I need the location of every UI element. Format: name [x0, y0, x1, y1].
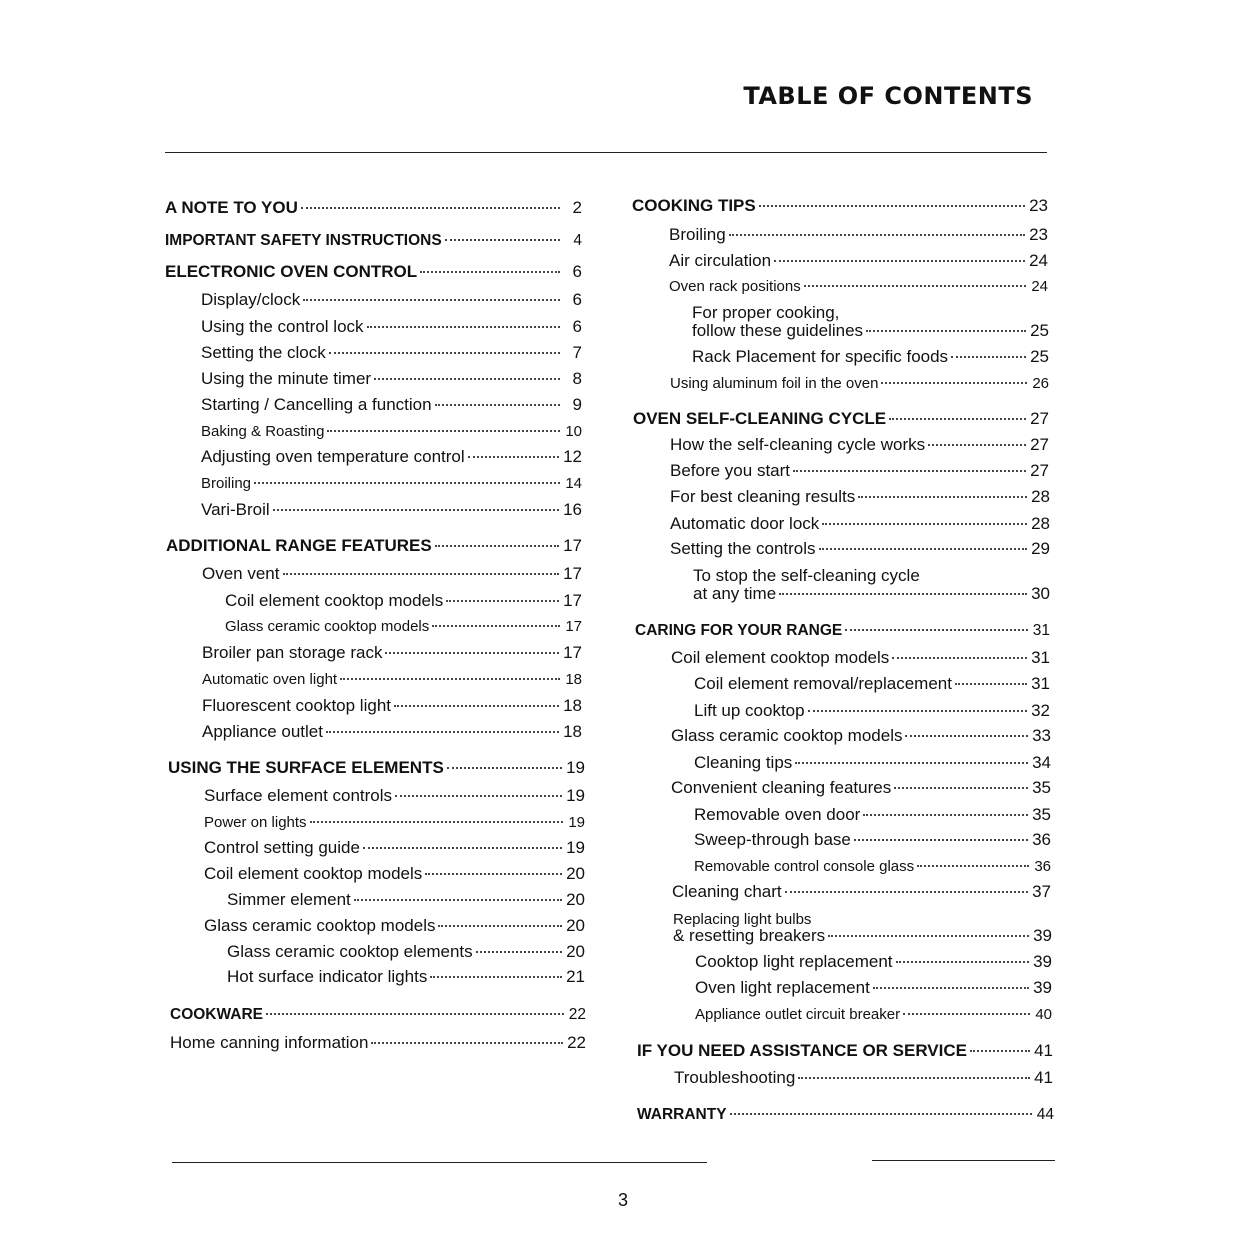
- toc-leader-dots: [894, 787, 1028, 789]
- toc-entry[interactable]: [202, 642, 582, 664]
- toc-leader-dots: [254, 482, 560, 484]
- toc-entry-page: 18: [563, 696, 582, 715]
- toc-entry[interactable]: [670, 373, 1049, 395]
- toc-entry[interactable]: [669, 250, 1048, 272]
- toc-section-entry[interactable]: [637, 1040, 1053, 1062]
- toc-entry[interactable]: [201, 342, 582, 364]
- toc-entry-label: Setting the clock: [201, 343, 326, 362]
- toc-entry-page: 39: [1033, 978, 1052, 997]
- toc-entry[interactable]: [670, 486, 1050, 508]
- toc-leader-dots: [917, 865, 1029, 867]
- toc-section-entry[interactable]: [165, 261, 582, 283]
- toc-leader-dots: [729, 234, 1025, 236]
- toc-section-entry[interactable]: [633, 408, 1049, 430]
- toc-entry[interactable]: [225, 616, 582, 638]
- toc-leader-dots: [326, 731, 559, 733]
- toc-entry-label: Home canning information: [170, 1033, 369, 1052]
- toc-leader-dots: [329, 352, 560, 354]
- page-number: 3: [617, 1190, 628, 1210]
- toc-entry-label: CARING FOR YOUR RANGE: [635, 622, 843, 639]
- toc-entry[interactable]: [202, 563, 582, 585]
- toc-leader-dots: [779, 593, 1027, 595]
- toc-leader-dots: [266, 1013, 564, 1015]
- toc-entry-page: 18: [565, 671, 582, 688]
- toc-entry-label: Cleaning chart: [672, 882, 782, 901]
- toc-entry-page: 20: [566, 890, 585, 909]
- toc-entry-label: Automatic oven light: [202, 671, 338, 688]
- toc-leader-dots: [430, 976, 562, 978]
- toc-leader-dots: [928, 444, 1026, 446]
- toc-entry-page: 29: [1031, 539, 1050, 558]
- toc-entry-page: 17: [563, 591, 582, 610]
- toc-entry-page: 17: [563, 643, 582, 662]
- toc-entry-page: 6: [572, 290, 582, 309]
- toc-entry-page: 17: [563, 564, 582, 583]
- toc-entry-label: Coil element removal/replacement: [694, 674, 952, 693]
- toc-entry-label: WARRANTY: [637, 1106, 727, 1123]
- toc-entry[interactable]: [669, 276, 1048, 298]
- toc-leader-dots: [327, 430, 560, 432]
- toc-entry-page: 34: [1032, 753, 1051, 772]
- toc-entry[interactable]: [201, 394, 582, 416]
- toc-leader-dots: [845, 629, 1028, 631]
- toc-entry[interactable]: [670, 513, 1050, 535]
- toc-entry[interactable]: [201, 316, 582, 338]
- toc-leader-dots: [863, 814, 1028, 816]
- toc-leader-dots: [283, 573, 560, 575]
- toc-entry-page: 31: [1031, 648, 1050, 667]
- toc-section-entry[interactable]: [637, 1104, 1054, 1126]
- toc-entry-label: Vari-Broil: [201, 500, 270, 519]
- toc-entry-page: 36: [1034, 858, 1051, 875]
- toc-entry[interactable]: [670, 460, 1049, 482]
- toc-entry-page: 31: [1032, 622, 1050, 639]
- toc-leader-dots: [785, 891, 1028, 893]
- toc-entry-label: Coil element cooktop models: [671, 648, 890, 667]
- toc-entry-page: 19: [566, 838, 585, 857]
- toc-entry-page: 14: [565, 475, 582, 492]
- toc-leader-dots: [435, 404, 560, 406]
- toc-entry[interactable]: [694, 829, 1051, 851]
- toc-entry-label: ADDITIONAL RANGE FEATURES: [166, 536, 432, 555]
- toc-entry-page: 28: [1031, 487, 1050, 506]
- toc-entry-label: Oven vent: [202, 564, 280, 583]
- toc-leader-dots: [363, 847, 562, 849]
- toc-leader-dots: [354, 899, 562, 901]
- toc-entry[interactable]: [201, 289, 582, 311]
- toc-entry-page: 7: [572, 343, 582, 362]
- toc-leader-dots: [795, 762, 1028, 764]
- toc-section-entry[interactable]: [165, 197, 582, 219]
- toc-leader-dots: [432, 625, 560, 627]
- toc-entry-page: 41: [1034, 1041, 1053, 1060]
- toc-leader-dots: [819, 548, 1028, 550]
- toc-entry-label: Display/clock: [201, 290, 301, 309]
- toc-entry-label: Troubleshooting: [674, 1068, 796, 1087]
- toc-entry[interactable]: [204, 837, 585, 859]
- toc-section-entry[interactable]: [168, 757, 585, 779]
- toc-entry-label: COOKWARE: [170, 1006, 263, 1023]
- toc-entry[interactable]: [204, 812, 585, 834]
- toc-leader-dots: [447, 767, 562, 769]
- toc-leader-dots: [774, 260, 1025, 262]
- toc-entry-page: 18: [563, 722, 582, 741]
- toc-entry-first-line[interactable]: For proper cooking,: [692, 303, 840, 322]
- toc-leader-dots: [374, 378, 560, 380]
- toc-leader-dots: [866, 330, 1026, 332]
- toc-entry-page: 30: [1031, 584, 1050, 603]
- toc-entry-page: 26: [1032, 375, 1049, 392]
- toc-entry-label: For best cleaning results: [670, 487, 856, 506]
- toc-entry-page: 19: [566, 758, 585, 777]
- toc-leader-dots: [798, 1077, 1030, 1079]
- toc-entry[interactable]: [694, 804, 1051, 826]
- toc-entry-page: 28: [1031, 514, 1050, 533]
- toc-entry-label: USING THE SURFACE ELEMENTS: [168, 758, 444, 777]
- toc-leader-dots: [394, 705, 559, 707]
- toc-entry[interactable]: [170, 1032, 586, 1054]
- toc-section-entry[interactable]: [170, 1004, 586, 1026]
- toc-entry[interactable]: [694, 700, 1050, 722]
- toc-entry-page: 25: [1030, 347, 1049, 366]
- toc-entry[interactable]: [695, 1004, 1052, 1026]
- toc-entry[interactable]: [695, 951, 1052, 973]
- toc-entry-page: 22: [567, 1033, 586, 1052]
- toc-entry[interactable]: [204, 785, 585, 807]
- toc-entry-page: 37: [1032, 882, 1051, 901]
- toc-entry-page: 17: [563, 536, 582, 555]
- toc-leader-dots: [896, 961, 1030, 963]
- toc-entry-label: Adjusting oven temperature control: [201, 447, 465, 466]
- toc-entry-page: 24: [1029, 251, 1048, 270]
- toc-entry-label: Using the control lock: [201, 317, 364, 336]
- toc-entry-label: OVEN SELF-CLEANING CYCLE: [633, 409, 887, 428]
- toc-entry-page: 24: [1031, 278, 1048, 295]
- toc-entry[interactable]: [693, 583, 1050, 605]
- toc-entry[interactable]: [672, 881, 1051, 903]
- toc-entry-page: 22: [568, 1006, 586, 1023]
- toc-entry-label: COOKING TIPS: [632, 196, 756, 215]
- toc-entry-page: 8: [572, 369, 582, 388]
- toc-entry-page: 31: [1031, 674, 1050, 693]
- toc-leader-dots: [955, 683, 1027, 685]
- toc-entry[interactable]: [670, 434, 1049, 456]
- toc-entry-label: Hot surface indicator lights: [227, 967, 428, 986]
- toc-leader-dots: [759, 205, 1025, 207]
- toc-entry-page: 27: [1030, 435, 1049, 454]
- toc-entry[interactable]: [692, 320, 1049, 342]
- toc-entry-label: Appliance outlet circuit breaker: [695, 1006, 901, 1023]
- toc-leader-dots: [881, 382, 1027, 384]
- toc-entry[interactable]: [673, 925, 1052, 947]
- toc-leader-dots: [804, 285, 1026, 287]
- toc-entry-page: 20: [566, 916, 585, 935]
- toc-entry-label: Sweep-through base: [694, 830, 851, 849]
- toc-entry-page: 27: [1030, 461, 1049, 480]
- toc-leader-dots: [858, 496, 1027, 498]
- toc-entry-first-line[interactable]: Replacing light bulbs: [673, 911, 812, 928]
- toc-entry[interactable]: [671, 647, 1050, 669]
- toc-leader-dots: [446, 600, 559, 602]
- toc-entry-page: 23: [1029, 225, 1048, 244]
- toc-entry-label: A NOTE TO YOU: [165, 198, 298, 217]
- toc-entry-label: Simmer element: [227, 890, 351, 909]
- toc-entry-label: ELECTRONIC OVEN CONTROL: [165, 262, 418, 281]
- toc-entry-page: 39: [1033, 926, 1052, 945]
- toc-entry-label: Control setting guide: [204, 838, 360, 857]
- toc-leader-dots: [854, 839, 1028, 841]
- toc-leader-dots: [371, 1042, 563, 1044]
- toc-entry-label: Broiler pan storage rack: [202, 643, 383, 662]
- toc-entry[interactable]: [225, 590, 582, 612]
- toc-entry[interactable]: [227, 889, 585, 911]
- toc-entry-label: Setting the controls: [670, 539, 816, 558]
- toc-leader-dots: [822, 523, 1027, 525]
- toc-leader-dots: [730, 1113, 1032, 1115]
- toc-entry-label: Lift up cooktop: [694, 701, 805, 720]
- toc-leader-dots: [301, 207, 560, 209]
- toc-section-entry[interactable]: [165, 230, 582, 252]
- page-title: TABLE OF CONTENTS: [743, 82, 1033, 110]
- toc-entry-label: Automatic door lock: [670, 514, 820, 533]
- toc-entry-page: 23: [1029, 196, 1048, 215]
- toc-entry-label: Coil element cooktop models: [225, 591, 444, 610]
- toc-leader-dots: [367, 326, 560, 328]
- toc-entry[interactable]: [202, 695, 582, 717]
- toc-entry-label: Air circulation: [669, 251, 772, 270]
- toc-entry-label: How the self-cleaning cycle works: [670, 435, 926, 454]
- toc-entry-label: Cooktop light replacement: [695, 952, 893, 971]
- toc-entry-label: Using the minute timer: [201, 369, 372, 388]
- toc-entry[interactable]: [201, 499, 582, 521]
- toc-section-entry[interactable]: [166, 535, 582, 557]
- toc-entry[interactable]: [694, 752, 1051, 774]
- toc-entry-label: & resetting breakers: [673, 926, 826, 945]
- toc-leader-dots: [892, 657, 1027, 659]
- toc-leader-dots: [303, 299, 560, 301]
- toc-entry[interactable]: [202, 721, 582, 743]
- toc-entry[interactable]: [671, 777, 1051, 799]
- toc-entry-page: 44: [1036, 1106, 1054, 1123]
- toc-leader-dots: [476, 951, 562, 953]
- toc-entry-label: at any time: [693, 584, 777, 603]
- toc-entry-page: 36: [1032, 830, 1051, 849]
- toc-entry-label: Broiling: [669, 225, 726, 244]
- toc-entry-label: Power on lights: [204, 814, 307, 831]
- toc-leader-dots: [970, 1050, 1030, 1052]
- toc-entry[interactable]: [670, 538, 1050, 560]
- toc-entry[interactable]: [227, 941, 585, 963]
- toc-entry[interactable]: [694, 673, 1050, 695]
- toc-entry-page: 25: [1030, 321, 1049, 340]
- toc-entry[interactable]: [669, 224, 1048, 246]
- toc-entry-page: 16: [563, 500, 582, 519]
- top-rule: [165, 152, 1047, 153]
- toc-entry[interactable]: [692, 346, 1049, 368]
- toc-entry-page: 2: [572, 198, 582, 217]
- toc-entry-label: Surface element controls: [204, 786, 393, 805]
- toc-entry[interactable]: [204, 863, 585, 885]
- toc-entry-page: 17: [565, 618, 582, 635]
- toc-leader-dots: [438, 925, 562, 927]
- toc-leader-dots: [435, 545, 559, 547]
- toc-entry-label: follow these guidelines: [692, 321, 864, 340]
- toc-entry-label: Removable oven door: [694, 805, 861, 824]
- toc-entry[interactable]: [227, 966, 585, 988]
- toc-entry-page: 20: [566, 864, 585, 883]
- toc-entry-page: 20: [566, 942, 585, 961]
- toc-entry-page: 21: [566, 967, 585, 986]
- toc-leader-dots: [468, 456, 559, 458]
- toc-leader-dots: [905, 735, 1028, 737]
- toc-entry-label: Glass ceramic cooktop models: [671, 726, 903, 745]
- toc-entry-label: Oven rack positions: [669, 278, 801, 295]
- toc-leader-dots: [273, 509, 559, 511]
- toc-entry-page: 35: [1032, 805, 1051, 824]
- toc-entry-label: IF YOU NEED ASSISTANCE OR SERVICE: [637, 1041, 967, 1060]
- toc-leader-dots: [425, 873, 562, 875]
- toc-entry-label: Convenient cleaning features: [671, 778, 892, 797]
- toc-entry-label: Removable control console glass: [694, 858, 915, 875]
- toc-entry-label: Glass ceramic cooktop models: [225, 618, 430, 635]
- toc-entry-label: Cleaning tips: [694, 753, 793, 772]
- toc-entry-page: 39: [1033, 952, 1052, 971]
- toc-entry-page: 12: [563, 447, 582, 466]
- toc-entry[interactable]: [201, 368, 582, 390]
- toc-entry-page: 35: [1032, 778, 1051, 797]
- toc-entry-page: 40: [1035, 1006, 1052, 1023]
- toc-section-entry[interactable]: [632, 195, 1048, 217]
- toc-entry-page: 9: [572, 395, 582, 414]
- toc-entry-page: 6: [572, 317, 582, 336]
- toc-entry-label: Using aluminum foil in the oven: [670, 375, 879, 392]
- toc-entry-label: Glass ceramic cooktop elements: [227, 942, 473, 961]
- toc-entry-label: Before you start: [670, 461, 791, 480]
- toc-entry-page: 4: [573, 232, 582, 249]
- toc-entry-label: Oven light replacement: [695, 978, 870, 997]
- toc-entry-label: IMPORTANT SAFETY INSTRUCTIONS: [165, 232, 442, 249]
- toc-leader-dots: [395, 795, 562, 797]
- toc-entry-label: Rack Placement for specific foods: [692, 347, 949, 366]
- toc-entry-label: Glass ceramic cooktop models: [204, 916, 436, 935]
- toc-leader-dots: [889, 418, 1026, 420]
- toc-entry[interactable]: [202, 669, 582, 691]
- toc-entry-label: Coil element cooktop models: [204, 864, 423, 883]
- toc-entry-page: 6: [572, 262, 582, 281]
- toc-entry[interactable]: [201, 446, 582, 468]
- toc-leader-dots: [445, 239, 560, 241]
- toc-leader-dots: [385, 652, 559, 654]
- toc-entry-page: 27: [1030, 409, 1049, 428]
- bottom-rule-right: [872, 1160, 1055, 1161]
- toc-entry[interactable]: [695, 977, 1052, 999]
- toc-entry-page: 33: [1032, 726, 1051, 745]
- toc-leader-dots: [808, 710, 1028, 712]
- toc-entry-label: Fluorescent cooktop light: [202, 696, 391, 715]
- toc-entry-page: 19: [568, 814, 585, 831]
- toc-leader-dots: [420, 271, 560, 273]
- toc-entry-page: 32: [1031, 701, 1050, 720]
- toc-entry-label: Baking & Roasting: [201, 423, 325, 440]
- toc-entry-page: 41: [1034, 1068, 1053, 1087]
- toc-entry-label: Appliance outlet: [202, 722, 323, 741]
- toc-entry[interactable]: [204, 915, 585, 937]
- toc-entry-label: Broiling: [201, 475, 252, 492]
- toc-entry-page: 19: [566, 786, 585, 805]
- toc-leader-dots: [310, 821, 563, 823]
- toc-entry-first-line[interactable]: To stop the self-cleaning cycle: [693, 566, 920, 585]
- toc-section-entry[interactable]: [635, 620, 1050, 642]
- toc-entry[interactable]: [674, 1067, 1053, 1089]
- toc-leader-dots: [903, 1013, 1030, 1015]
- toc-leader-dots: [793, 470, 1026, 472]
- toc-entry[interactable]: [694, 856, 1051, 878]
- toc-leader-dots: [340, 678, 560, 680]
- toc-entry[interactable]: [201, 421, 582, 443]
- toc-entry[interactable]: [201, 473, 582, 495]
- bottom-rule-left: [172, 1162, 707, 1163]
- toc-entry[interactable]: [671, 725, 1051, 747]
- toc-entry-page: 10: [565, 423, 582, 440]
- toc-leader-dots: [873, 987, 1029, 989]
- toc-leader-dots: [951, 356, 1026, 358]
- toc-entry-label: Starting / Cancelling a function: [201, 395, 432, 414]
- toc-leader-dots: [828, 935, 1029, 937]
